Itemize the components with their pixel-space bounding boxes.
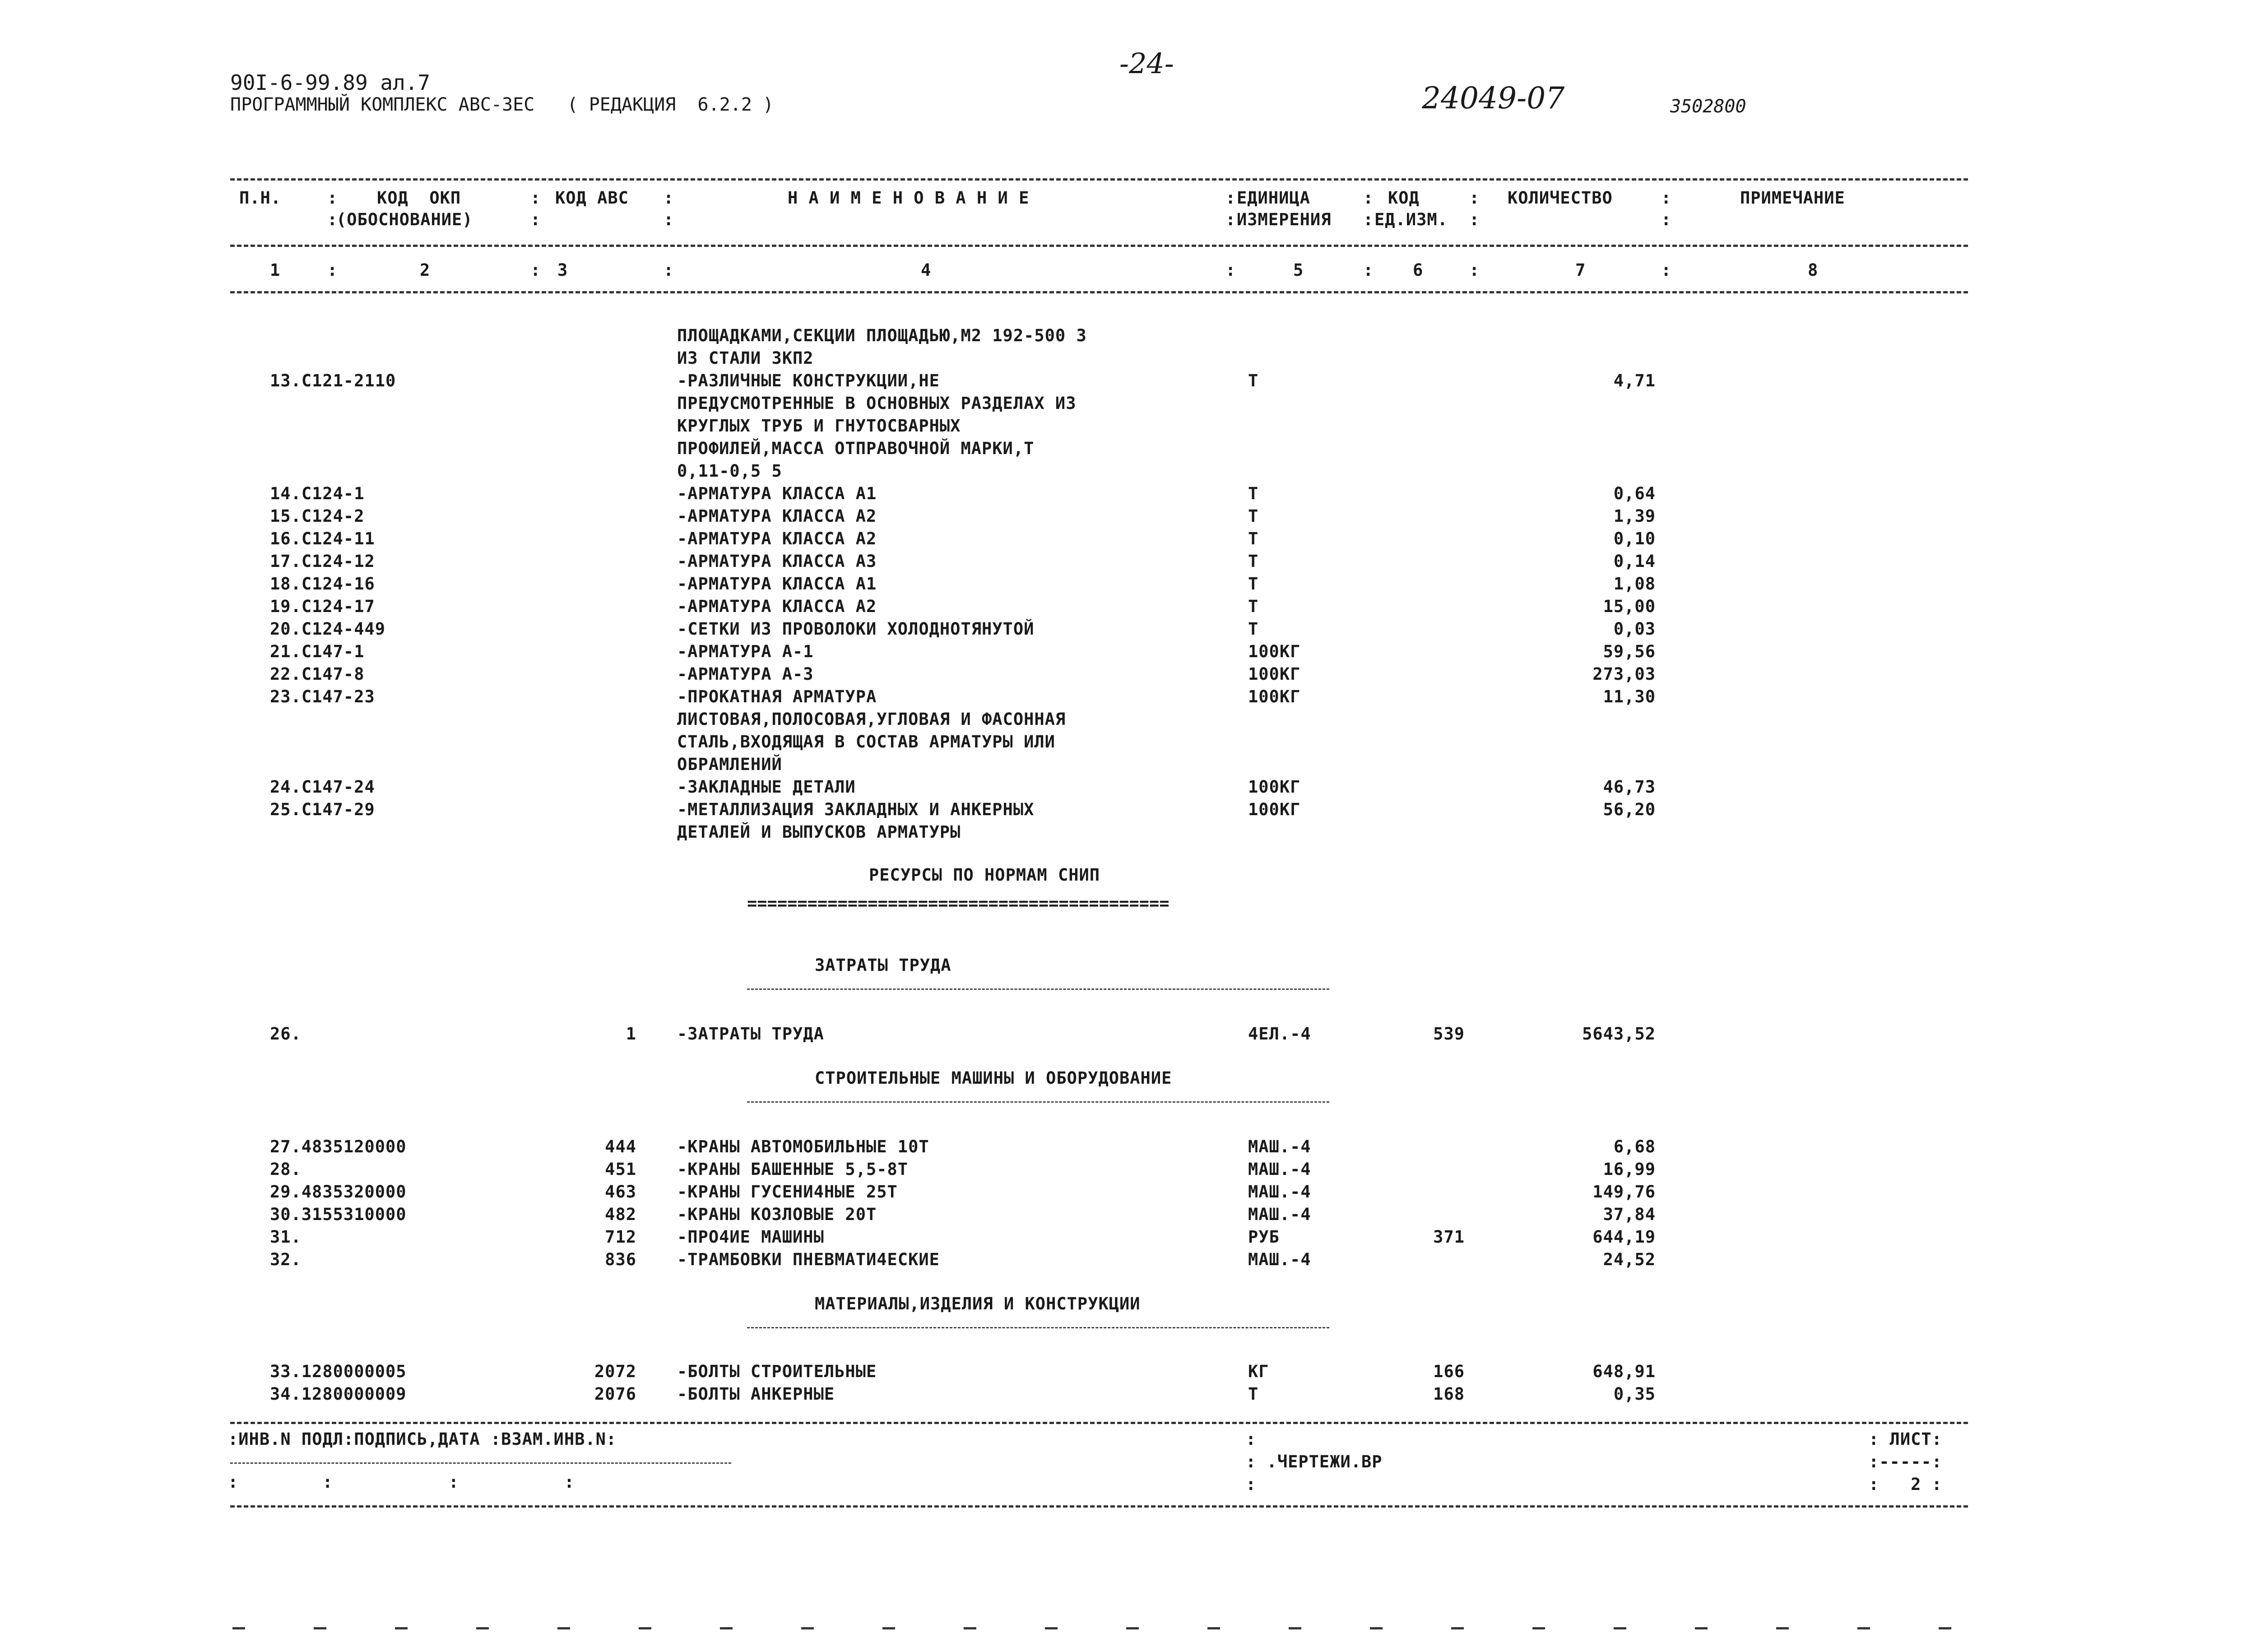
dash-mark bbox=[395, 1627, 408, 1629]
column-separator: : bbox=[1661, 260, 1672, 280]
row-name: -БОЛТЫ АНКЕРНЫЕ bbox=[677, 1384, 835, 1404]
row-unit: РУБ bbox=[1248, 1227, 1280, 1247]
row-name: -АРМАТУРА КЛАССА А1 bbox=[677, 484, 877, 503]
row-name: -ЗАТРАТЫ ТРУДА bbox=[677, 1024, 824, 1044]
column-separator: : bbox=[1363, 260, 1374, 280]
dash-mark bbox=[1695, 1627, 1708, 1629]
row-name: -РАЗЛИЧНЫЕ КОНСТРУКЦИИ,НЕ bbox=[677, 371, 940, 390]
row-number: 29.4835320000 bbox=[270, 1182, 407, 1202]
dash-mark bbox=[1126, 1627, 1139, 1629]
dash-mark bbox=[1532, 1627, 1545, 1629]
column-separator: : bbox=[327, 210, 338, 229]
row-number: 21.С147-1 bbox=[270, 642, 365, 661]
row-qty: 37,84 bbox=[1603, 1205, 1656, 1224]
row-name: -АРМАТУРА А-3 bbox=[677, 664, 814, 684]
row-number: 27.4835120000 bbox=[270, 1137, 407, 1156]
row-qty: 1,39 bbox=[1613, 506, 1656, 526]
row-qty: 0,64 bbox=[1613, 484, 1656, 503]
col-header-unit: ЕДИНИЦА bbox=[1237, 188, 1310, 208]
row-unit: 100КГ bbox=[1248, 800, 1301, 819]
rule bbox=[230, 1422, 1968, 1424]
row-unit: МАШ.-4 bbox=[1248, 1205, 1311, 1224]
row-qty: 0,35 bbox=[1613, 1384, 1656, 1404]
row-abc-code: 482 bbox=[605, 1205, 636, 1224]
row-unit: Т bbox=[1248, 484, 1259, 503]
page-mark: -24- bbox=[1119, 47, 1174, 80]
rule bbox=[230, 245, 1968, 247]
dash-mark bbox=[1776, 1627, 1789, 1629]
dash-mark bbox=[1939, 1627, 1951, 1629]
column-separator: : bbox=[1363, 210, 1374, 229]
row-name: -КРАНЫ ГУСЕНИ4НЫЕ 25Т bbox=[677, 1182, 898, 1202]
row-name: ЛИСТОВАЯ,ПОЛОСОВАЯ,УГЛОВАЯ И ФАСОННАЯ bbox=[677, 710, 1066, 729]
dash-mark bbox=[314, 1627, 326, 1629]
row-name: -АРМАТУРА А-1 bbox=[677, 642, 814, 661]
row-name: СТАЛЬ,ВХОДЯЩАЯ В СОСТАВ АРМАТУРЫ ИЛИ bbox=[677, 732, 1055, 752]
row-qty: 149,76 bbox=[1592, 1182, 1656, 1202]
column-separator: : bbox=[664, 210, 674, 229]
row-number: 15.С124-2 bbox=[270, 506, 365, 526]
row-unit-code: 539 bbox=[1433, 1024, 1465, 1044]
footer-left-header: :ИНВ.N ПОДЛ:ПОДПИСЬ,ДАТА :ВЗАМ.ИНВ.N: bbox=[228, 1429, 617, 1449]
col-number: 4 bbox=[921, 260, 932, 280]
row-unit: 100КГ bbox=[1248, 664, 1301, 684]
col-header-unit-code: ЕД.ИЗМ. bbox=[1374, 210, 1448, 229]
row-name: ОБРАМЛЕНИЙ bbox=[677, 755, 782, 774]
sheet-label: : ЛИСТ: bbox=[1869, 1429, 1942, 1449]
row-name: -БОЛТЫ СТРОИТЕЛЬНЫЕ bbox=[677, 1362, 877, 1381]
double-rule: ========================================== bbox=[747, 894, 1170, 913]
dash-mark bbox=[801, 1627, 814, 1629]
col-header-basis: (ОБОСНОВАНИЕ) bbox=[336, 210, 473, 229]
row-name: -ТРАМБОВКИ ПНЕВМАТИ4ЕСКИЕ bbox=[677, 1250, 940, 1269]
row-number: 23.С147-23 bbox=[270, 687, 375, 706]
row-abc-code: 444 bbox=[605, 1137, 636, 1156]
column-separator: : bbox=[327, 188, 338, 208]
row-name: -ЗАКЛАДНЫЕ ДЕТАЛИ bbox=[677, 777, 856, 797]
row-number: 28. bbox=[270, 1160, 302, 1179]
row-unit: 100КГ bbox=[1248, 777, 1301, 797]
dash-mark bbox=[720, 1627, 733, 1629]
col-number: 6 bbox=[1413, 260, 1424, 280]
row-unit: МАШ.-4 bbox=[1248, 1250, 1311, 1269]
row-abc-code: 451 bbox=[605, 1160, 636, 1179]
name-continuation: ПЛОЩАДКАМИ,СЕКЦИИ ПЛОЩАДЬЮ,М2 192-500 3 bbox=[677, 326, 1087, 345]
row-abc-code: 1 bbox=[626, 1024, 636, 1044]
row-unit: Т bbox=[1248, 529, 1259, 548]
code-stamp: 3502800 bbox=[1670, 96, 1746, 117]
dash-mark bbox=[1289, 1627, 1301, 1629]
doc-number: 24049-07 bbox=[1422, 81, 1565, 116]
col-number: 1 bbox=[270, 260, 281, 280]
row-number: 34.1280000009 bbox=[270, 1384, 407, 1404]
row-number: 24.С147-24 bbox=[270, 777, 375, 797]
rule bbox=[230, 1462, 731, 1464]
section-rule bbox=[747, 1101, 1329, 1103]
row-number: 17.С124-12 bbox=[270, 552, 375, 571]
row-unit: МАШ.-4 bbox=[1248, 1160, 1311, 1179]
row-unit: КГ bbox=[1248, 1362, 1269, 1381]
row-number: 18.С124-16 bbox=[270, 574, 375, 594]
row-qty: 0,10 bbox=[1613, 529, 1656, 548]
col-number: 7 bbox=[1575, 260, 1586, 280]
row-abc-code: 2072 bbox=[594, 1362, 636, 1381]
section-rule bbox=[747, 1327, 1329, 1328]
row-name: -ПРОКАТНАЯ АРМАТУРА bbox=[677, 687, 877, 706]
row-unit: Т bbox=[1248, 574, 1259, 594]
row-qty: 59,56 bbox=[1603, 642, 1656, 661]
row-unit: Т bbox=[1248, 371, 1259, 390]
dash-mark bbox=[1451, 1627, 1464, 1629]
row-number: 20.С124-449 bbox=[270, 619, 386, 639]
footer-mid-text: : .ЧЕРТЕЖИ.ВР bbox=[1246, 1452, 1383, 1471]
row-name: ПРОФИЛЕЙ,МАССА ОТПРАВОЧНОЙ МАРКИ,Т bbox=[677, 439, 1035, 458]
col-number: 3 bbox=[557, 260, 568, 280]
row-qty: 4,71 bbox=[1613, 371, 1656, 390]
col-number: 5 bbox=[1293, 260, 1304, 280]
row-abc-code: 2076 bbox=[594, 1384, 636, 1404]
row-unit: Т bbox=[1248, 552, 1259, 571]
name-continuation: ИЗ СТАЛИ 3КП2 bbox=[677, 348, 814, 368]
row-qty: 16,99 bbox=[1603, 1160, 1656, 1179]
row-qty: 1,08 bbox=[1613, 574, 1656, 594]
column-separator: : bbox=[664, 260, 674, 280]
row-name: -АРМАТУРА КЛАССА А2 bbox=[677, 506, 877, 526]
footer-left-cells: : : : : bbox=[228, 1472, 575, 1492]
dash-mark bbox=[882, 1627, 895, 1629]
row-name: ДЕТАЛЕЙ И ВЫПУСКОВ АРМАТУРЫ bbox=[677, 822, 961, 842]
col-header-name: Н А И М Е Н О В А Н И Е bbox=[788, 188, 1030, 208]
dash-mark bbox=[964, 1627, 976, 1629]
row-qty: 0,03 bbox=[1613, 619, 1656, 639]
row-name: -КРАНЫ КОЗЛОВЫЕ 20Т bbox=[677, 1205, 877, 1224]
col-header-code: КОД bbox=[1388, 188, 1420, 208]
rule bbox=[230, 291, 1968, 293]
row-name: -МЕТАЛЛИЗАЦИЯ ЗАКЛАДНЫХ И АНКЕРНЫХ bbox=[677, 800, 1035, 819]
section-title: ЗАТРАТЫ ТРУДА bbox=[815, 956, 951, 975]
row-unit-code: 166 bbox=[1433, 1362, 1465, 1381]
column-separator: : bbox=[530, 188, 541, 208]
sheet-number: : 2 : bbox=[1869, 1475, 1942, 1494]
row-unit: 4ЕЛ.-4 bbox=[1248, 1024, 1311, 1044]
column-separator: : bbox=[1225, 210, 1236, 229]
row-unit: МАШ.-4 bbox=[1248, 1182, 1311, 1202]
section-rule bbox=[747, 988, 1329, 990]
row-unit: 100КГ bbox=[1248, 687, 1301, 706]
row-unit: Т bbox=[1248, 506, 1259, 526]
col-header-okp: КОД ОКП bbox=[377, 188, 461, 208]
row-number: 25.С147-29 bbox=[270, 800, 375, 819]
row-qty: 24,52 bbox=[1603, 1250, 1656, 1269]
rule bbox=[230, 178, 1968, 181]
section-title: СТРОИТЕЛЬНЫЕ МАШИНЫ И ОБОРУДОВАНИЕ bbox=[815, 1068, 1172, 1088]
column-separator: : bbox=[1661, 210, 1672, 229]
row-number: 26. bbox=[270, 1024, 302, 1044]
rule bbox=[230, 1505, 1968, 1508]
column-separator: : bbox=[664, 188, 674, 208]
dash-mark bbox=[1207, 1627, 1220, 1629]
dash-mark bbox=[476, 1627, 489, 1629]
program-line: ПРОГРАММНЫЙ КОМПЛЕКС АВС-3ЕС ( РЕДАКЦИЯ 6.2.2 ) bbox=[230, 94, 774, 115]
column-separator: : bbox=[1661, 188, 1672, 208]
column-separator: : bbox=[530, 260, 541, 280]
row-number: 32. bbox=[270, 1250, 302, 1269]
row-qty: 5643,52 bbox=[1582, 1024, 1656, 1044]
column-separator: : bbox=[1225, 188, 1236, 208]
row-abc-code: 463 bbox=[605, 1182, 636, 1202]
row-name: ПРЕДУСМОТРЕННЫЕ В ОСНОВНЫХ РАЗДЕЛАХ ИЗ bbox=[677, 394, 1077, 413]
row-unit: 100КГ bbox=[1248, 642, 1301, 661]
section-title: РЕСУРСЫ ПО НОРМАМ СНИП bbox=[869, 865, 1100, 885]
doc-code: 90I-6-99.89 ал.7 bbox=[230, 70, 431, 95]
footer-mid-bot: : bbox=[1246, 1475, 1257, 1494]
column-separator: : bbox=[1469, 210, 1480, 229]
row-qty: 648,91 bbox=[1592, 1362, 1656, 1381]
dash-mark bbox=[1857, 1627, 1870, 1629]
row-unit-code: 168 bbox=[1433, 1384, 1465, 1404]
row-name: -АРМАТУРА КЛАССА А2 bbox=[677, 597, 877, 616]
row-name: 0,11-0,5 5 bbox=[677, 461, 782, 481]
row-qty: 46,73 bbox=[1603, 777, 1656, 797]
row-number: 13.С121-2110 bbox=[270, 371, 396, 390]
row-unit: МАШ.-4 bbox=[1248, 1137, 1311, 1156]
row-qty: 273,03 bbox=[1592, 664, 1656, 684]
col-header-note: ПРИМЕЧАНИЕ bbox=[1740, 188, 1845, 208]
row-number: 31. bbox=[270, 1227, 302, 1247]
row-name: -КРАНЫ АВТОМОБИЛЬНЫЕ 10Т bbox=[677, 1137, 929, 1156]
row-abc-code: 836 bbox=[605, 1250, 636, 1269]
row-number: 14.С124-1 bbox=[270, 484, 365, 503]
row-number: 33.1280000005 bbox=[270, 1362, 407, 1381]
row-number: 16.С124-11 bbox=[270, 529, 375, 548]
row-qty: 644,19 bbox=[1592, 1227, 1656, 1247]
column-separator: : bbox=[1225, 260, 1236, 280]
column-separator: : bbox=[1363, 188, 1374, 208]
row-qty: 56,20 bbox=[1603, 800, 1656, 819]
row-number: 19.С124-17 bbox=[270, 597, 375, 616]
dash-mark bbox=[639, 1627, 651, 1629]
row-name: -АРМАТУРА КЛАССА А1 bbox=[677, 574, 877, 594]
row-name: -КРАНЫ БАШЕННЫЕ 5,5-8Т bbox=[677, 1160, 909, 1179]
row-name: -АРМАТУРА КЛАССА А3 bbox=[677, 552, 877, 571]
dash-mark bbox=[1370, 1627, 1383, 1629]
sheet-rule: :-----: bbox=[1869, 1452, 1942, 1471]
column-separator: : bbox=[327, 260, 338, 280]
row-unit: Т bbox=[1248, 1384, 1259, 1404]
dash-mark bbox=[557, 1627, 570, 1629]
dash-mark bbox=[1614, 1627, 1626, 1629]
row-abc-code: 712 bbox=[605, 1227, 636, 1247]
col-number: 2 bbox=[420, 260, 431, 280]
footer-mid-top: : bbox=[1246, 1429, 1257, 1449]
col-number: 8 bbox=[1808, 260, 1819, 280]
row-qty: 15,00 bbox=[1603, 597, 1656, 616]
row-qty: 11,30 bbox=[1603, 687, 1656, 706]
column-separator: : bbox=[1469, 260, 1480, 280]
dash-mark bbox=[232, 1627, 245, 1629]
column-separator: : bbox=[530, 210, 541, 229]
row-name: КРУГЛЫХ ТРУБ И ГНУТОСВАРНЫХ bbox=[677, 416, 961, 436]
row-qty: 6,68 bbox=[1613, 1137, 1656, 1156]
col-header-unit-measure: ИЗМЕРЕНИЯ bbox=[1237, 210, 1332, 229]
row-unit-code: 371 bbox=[1433, 1227, 1465, 1247]
row-number: 30.3155310000 bbox=[270, 1205, 407, 1224]
row-unit: Т bbox=[1248, 597, 1259, 616]
row-unit: Т bbox=[1248, 619, 1259, 639]
column-separator: : bbox=[1469, 188, 1480, 208]
row-name: -ПРО4ИЕ МАШИНЫ bbox=[677, 1227, 824, 1247]
row-name: -АРМАТУРА КЛАССА А2 bbox=[677, 529, 877, 548]
col-header-qty: КОЛИЧЕСТВО bbox=[1508, 188, 1613, 208]
col-header-abc: КОД АВС bbox=[555, 188, 629, 208]
row-qty: 0,14 bbox=[1613, 552, 1656, 571]
row-name: -СЕТКИ ИЗ ПРОВОЛОКИ ХОЛОДНОТЯНУТОЙ bbox=[677, 619, 1035, 639]
dash-mark bbox=[1045, 1627, 1058, 1629]
section-title: МАТЕРИАЛЫ,ИЗДЕЛИЯ И КОНСТРУКЦИИ bbox=[815, 1294, 1141, 1313]
row-number: 22.С147-8 bbox=[270, 664, 365, 684]
col-header-pn: П.Н. bbox=[239, 188, 282, 208]
